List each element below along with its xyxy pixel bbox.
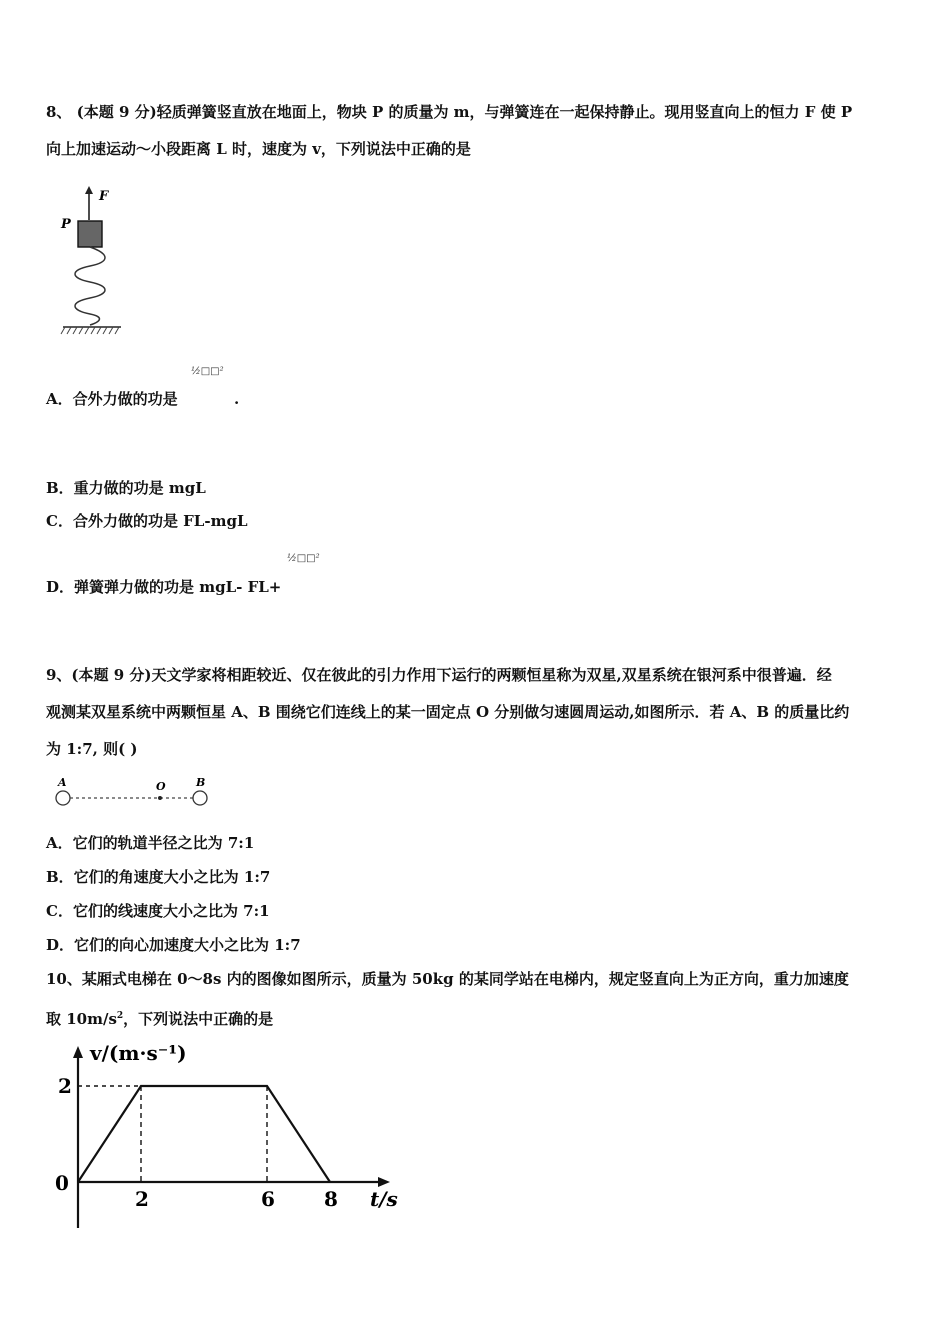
- force-label: F: [99, 189, 109, 204]
- q9-option-a: A．它们的轨道半径之比为 7:1: [46, 834, 255, 852]
- q10-stem-line2: [46, 1006, 273, 1029]
- y-axis-label: v/(m·s⁻¹): [90, 1041, 187, 1065]
- q8-stem-line2: 向上加速运动～小段距离 L 时，速度为 v，下列说法中正确的是: [46, 140, 471, 158]
- star-b-label: B: [196, 776, 206, 789]
- q9-option-b: B．它们的角速度大小之比为 1:7: [46, 868, 271, 886]
- q10-stem-line1: 10、某厢式电梯在 0～8s 内的图像如图所示，质量为 50kg 的某同学站在电梯内，规定竖直向上为正方向，重力加速度: [46, 970, 849, 988]
- y-tick-label: 2: [58, 1074, 72, 1098]
- binary-star-figure: [48, 774, 218, 810]
- velocity-line: [78, 1086, 330, 1182]
- velocity-time-chart: [40, 1036, 420, 1236]
- star-b: [193, 791, 207, 805]
- q10-stem-line2-sup: 2: [116, 1011, 124, 1021]
- q8-option-d-formula: ½□□²: [287, 553, 320, 564]
- x-tick-label: 6: [261, 1187, 275, 1211]
- origin-label: 0: [55, 1171, 69, 1195]
- q8-option-a-suffix: .: [234, 390, 240, 408]
- q8-stem-line1: 8、 (本题 9 分)轻质弹簧竖直放在地面上，物块 P 的质量为 m，与弹簧连在一起保持静止。现用竖直向上的恒力 F 使 P: [46, 103, 853, 121]
- q8-option-a-formula: ½□□²: [191, 366, 224, 377]
- center-o: [158, 796, 162, 800]
- q10-stem-line2-post: ，下列说法中正确的是: [123, 1010, 274, 1028]
- block-label: P: [61, 217, 71, 232]
- spring-block-figure: [55, 184, 135, 344]
- x-tick-label: 2: [135, 1187, 149, 1211]
- star-a: [56, 791, 70, 805]
- q9-option-d: D．它们的向心加速度大小之比为 1:7: [46, 936, 301, 954]
- q9-option-c: C．它们的线速度大小之比为 7:1: [46, 902, 270, 920]
- y-axis-arrow: [73, 1046, 83, 1058]
- block-p: [78, 221, 102, 247]
- q10-stem-line2-pre: 取 10m/s: [46, 1010, 117, 1028]
- q9-stem-line3: 为 1:7, 则( ): [46, 740, 138, 758]
- q8-option-a: A．合外力做的功是: [46, 390, 178, 408]
- x-axis-label: t/s: [370, 1187, 398, 1211]
- star-a-label: A: [58, 776, 67, 789]
- center-o-label: O: [156, 780, 166, 793]
- q9-stem-line1: 9、(本题 9 分)天文学家将相距较近、仅在彼此的引力作用下运行的两颗恒星称为双星,双星系统在银河系中很普遍．经: [46, 666, 832, 684]
- q8-option-b: B．重力做的功是 mgL: [46, 479, 206, 497]
- q8-option-c: C．合外力做的功是 FL-mgL: [46, 512, 248, 530]
- x-tick-label: 8: [324, 1187, 338, 1211]
- q8-option-d: D．弹簧弹力做的功是 mgL- FL+: [46, 578, 282, 596]
- spring: [75, 247, 105, 325]
- q9-stem-line2: 观测某双星系统中两颗恒星 A、B 围绕它们连线上的某一固定点 O 分别做匀速圆周运动,如图所示．若 A、B 的质量比约: [46, 703, 850, 721]
- x-axis-arrow: [378, 1177, 390, 1187]
